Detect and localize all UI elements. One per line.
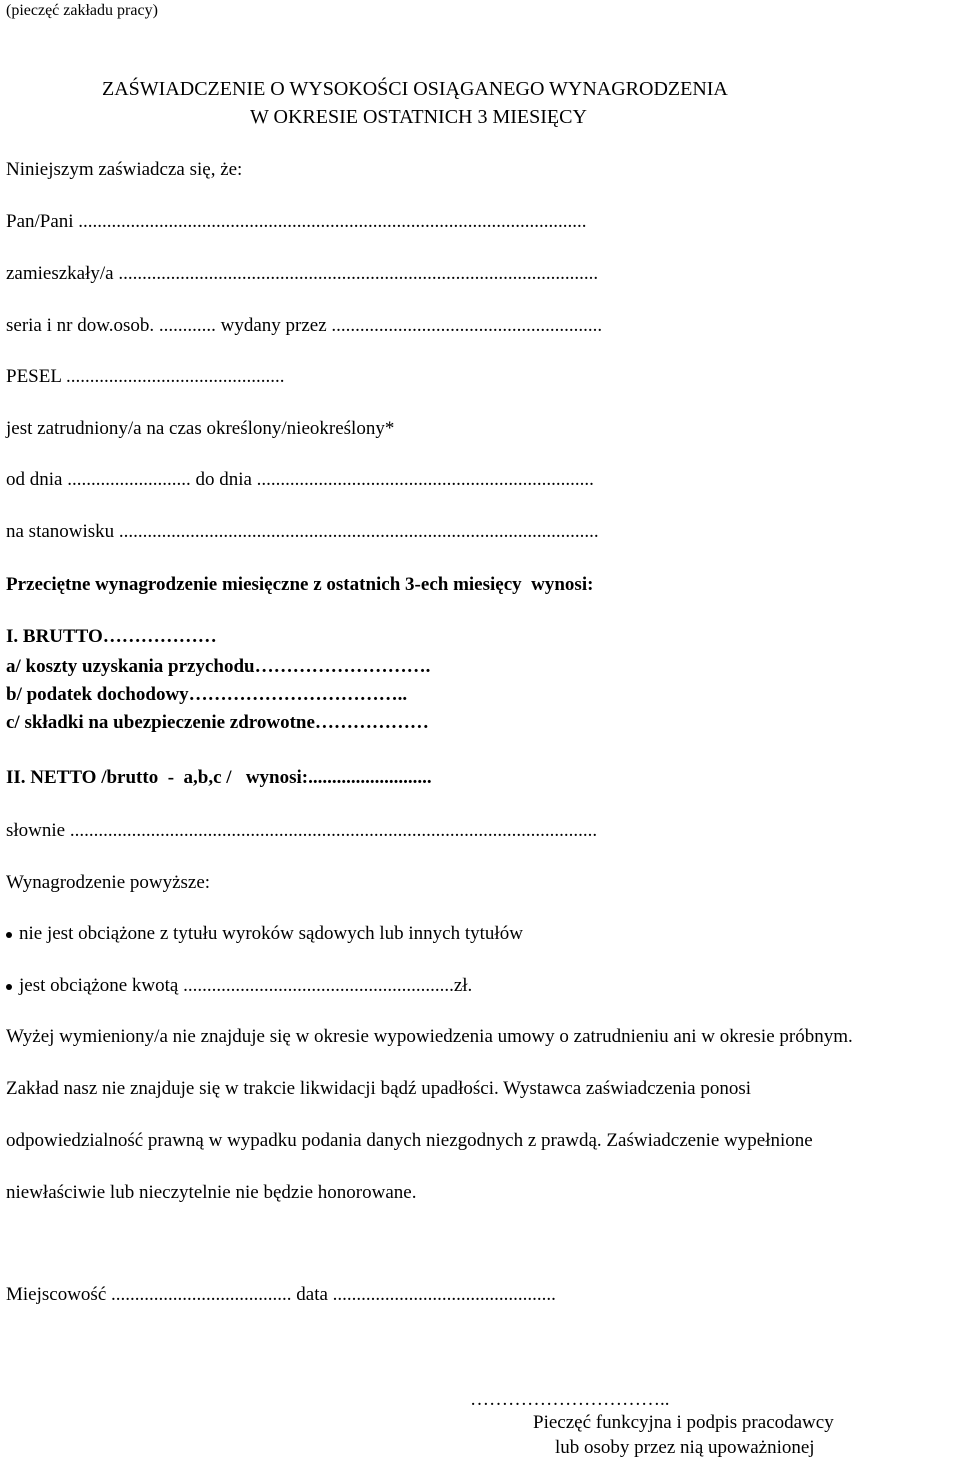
document-title-line2: W OKRESIE OSTATNICH 3 MIESIĘCY	[250, 106, 587, 128]
statement-honoring: niewłaściwie lub nieczytelnie nie będzie honorowane.	[6, 1182, 417, 1203]
stamp-label: (pieczęć zakładu pracy)	[6, 2, 158, 19]
document-title-line1: ZAŚWIADCZENIE O WYSOKOŚCI OSIĄGANEGO WYNAGRODZENIA	[102, 78, 728, 100]
position-field: na stanowisku .....................................................................................................	[6, 521, 599, 542]
encumbrance-option-not-encumbered: nie jest obciążone z tytułu wyroków sądowych lub innych tytułów	[19, 923, 523, 944]
amount-in-words-field: słownie ...............................................................................................................	[6, 820, 598, 841]
employment-period-field: od dnia .......................... do dnia .......................................................................	[6, 469, 594, 490]
place-date-field: Miejscowość ...................................... data ...............................................	[6, 1284, 556, 1305]
statement-liquidation: Zakład nasz nie znajduje się w trakcie likwidacji bądź upadłości. Wystawca zaświadczenia ponosi	[6, 1078, 752, 1099]
netto-line: II. NETTO /brutto - a,b,c / wynosi:..........................	[6, 767, 432, 788]
encumbrance-heading: Wynagrodzenie powyższe:	[6, 872, 211, 893]
signature-dots: …………………………..	[470, 1389, 670, 1410]
employment-type-field: jest zatrudniony/a na czas określony/nieokreślony*	[6, 418, 395, 439]
id-document-field: seria i nr dow.osob. ............ wydany przez .........................................................	[6, 315, 603, 336]
residence-field: zamieszkały/a .....................................................................................................	[6, 263, 599, 284]
deduction-b-line: b/ podatek dochodowy……………………………..	[6, 684, 408, 705]
encumbrance-option-encumbered: jest obciążone kwotą .........................................................zł.	[19, 975, 473, 996]
deduction-a-line: a/ koszty uzyskania przychodu……………………….	[6, 656, 431, 677]
salary-heading: Przeciętne wynagrodzenie miesięczne z ostatnich 3-ech miesięcy wynosi:	[6, 574, 594, 595]
bullet-icon	[6, 932, 12, 938]
signature-caption-line2: lub osoby przez nią upoważnionej	[555, 1437, 815, 1458]
intro-text: Niniejszym zaświadcza się, że:	[6, 159, 243, 180]
bullet-icon	[6, 984, 12, 990]
person-field: Pan/Pani ...........................................................................................................	[6, 211, 587, 232]
deduction-c-line: c/ składki na ubezpieczenie zdrowotne………………	[6, 712, 429, 733]
statement-notice-period: Wyżej wymieniony/a nie znajduje się w okresie wypowiedzenia umowy o zatrudnieniu ani w okresie próbnym.	[6, 1026, 853, 1047]
pesel-field: PESEL ..............................................	[6, 366, 285, 387]
brutto-line: I. BRUTTO………………	[6, 626, 217, 647]
signature-caption-line1: Pieczęć funkcyjna i podpis pracodawcy	[533, 1412, 834, 1433]
statement-liability: odpowiedzialność prawną w wypadku podania danych niezgodnych z prawdą. Zaświadczenie wypełnione	[6, 1130, 813, 1151]
